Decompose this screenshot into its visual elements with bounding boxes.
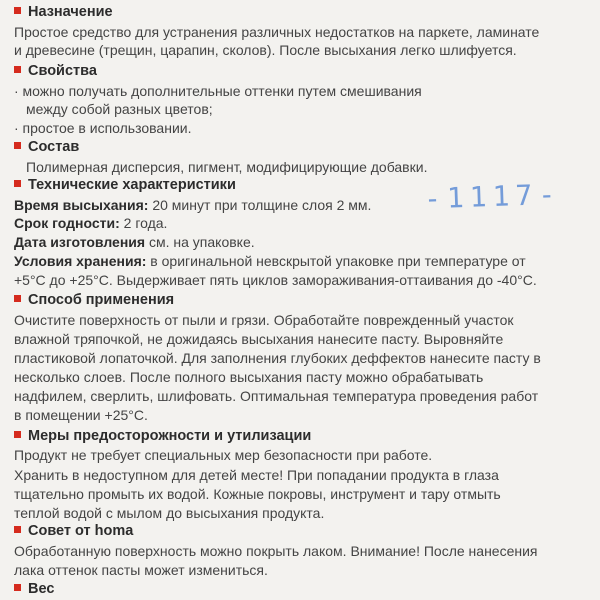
advice-line-1: Обработанную поверхность можно покрыть лаком. Внимание! После нанесения	[14, 543, 538, 559]
application-line-5: надфилем, сверлить, шлифовать. Оптимальная температура проведения работ	[14, 388, 539, 404]
safety-line-3: тщательно промыть их водой. Кожные покровы, инструмент и тару отмыть	[14, 486, 501, 502]
red-square-marker-icon	[14, 7, 21, 14]
spec-manufacture-date: Дата изготовления см. на упаковке.	[14, 234, 255, 250]
section-heading-specs: Технические характеристики	[14, 176, 236, 194]
spec-storage-conditions: Условия хранения: в оригинальной невскрытой упаковке при температуре от	[14, 253, 526, 269]
section-heading-advice: Совет от homa	[14, 522, 133, 540]
red-square-marker-icon	[14, 66, 21, 73]
application-line-1: Очистите поверхность от пыли и грязи. Обработайте поврежденный участок	[14, 312, 514, 328]
red-square-marker-icon	[14, 526, 21, 533]
section-heading-properties: Свойства	[14, 62, 97, 80]
section-heading-application: Способ применения	[14, 291, 174, 309]
safety-line-2: Хранить в недоступном для детей месте! При попадании продукта в глаза	[14, 467, 499, 483]
section-heading-weight: Вес	[14, 580, 54, 598]
batch-number-stamp: -1117-	[423, 177, 562, 216]
properties-line-2: между собой разных цветов;	[26, 101, 213, 117]
purpose-line-2: и древесине (трещин, царапин, сколов). После высыхания легко шлифуется.	[14, 42, 517, 58]
spec-storage-conditions-2: +5°C до +25°C. Выдерживает пять циклов замораживания-оттаивания до -40°C.	[14, 272, 537, 288]
application-line-6: в помещении +25°C.	[14, 407, 148, 423]
properties-line-3: · простое в использовании.	[14, 120, 192, 136]
properties-line-1: · можно получать дополнительные оттенки путем смешивания	[14, 83, 422, 99]
section-heading-purpose: Назначение	[14, 3, 113, 21]
spec-shelf-life: Срок годности: 2 года.	[14, 215, 168, 231]
composition-line-1: Полимерная дисперсия, пигмент, модифицирующие добавки.	[26, 159, 428, 175]
red-square-marker-icon	[14, 142, 21, 149]
safety-line-4: теплой водой с мылом до высыхания продукта.	[14, 505, 325, 521]
red-square-marker-icon	[14, 295, 21, 302]
section-heading-safety: Меры предосторожности и утилизации	[14, 427, 311, 445]
red-square-marker-icon	[14, 431, 21, 438]
purpose-line-1: Простое средство для устранения различных недостатков на паркете, ламинате	[14, 24, 540, 40]
section-heading-composition: Состав	[14, 138, 79, 156]
red-square-marker-icon	[14, 180, 21, 187]
advice-line-2: лака оттенок пасты может измениться.	[14, 562, 268, 578]
safety-line-1: Продукт не требует специальных мер безопасности при работе.	[14, 447, 433, 463]
application-line-2: влажной тряпочкой, не дожидаясь высыхания нанесите пасту. Выровняйте	[14, 331, 504, 347]
spec-drying-time: Время высыхания: 20 минут при толщине слоя 2 мм.	[14, 197, 372, 213]
application-line-4: несколько слоев. После полного высыхания пасту можно обрабатывать	[14, 369, 484, 385]
red-square-marker-icon	[14, 584, 21, 591]
application-line-3: пластиковой лопаточкой. Для заполнения глубоких деффектов нанесите пасту в	[14, 350, 541, 366]
